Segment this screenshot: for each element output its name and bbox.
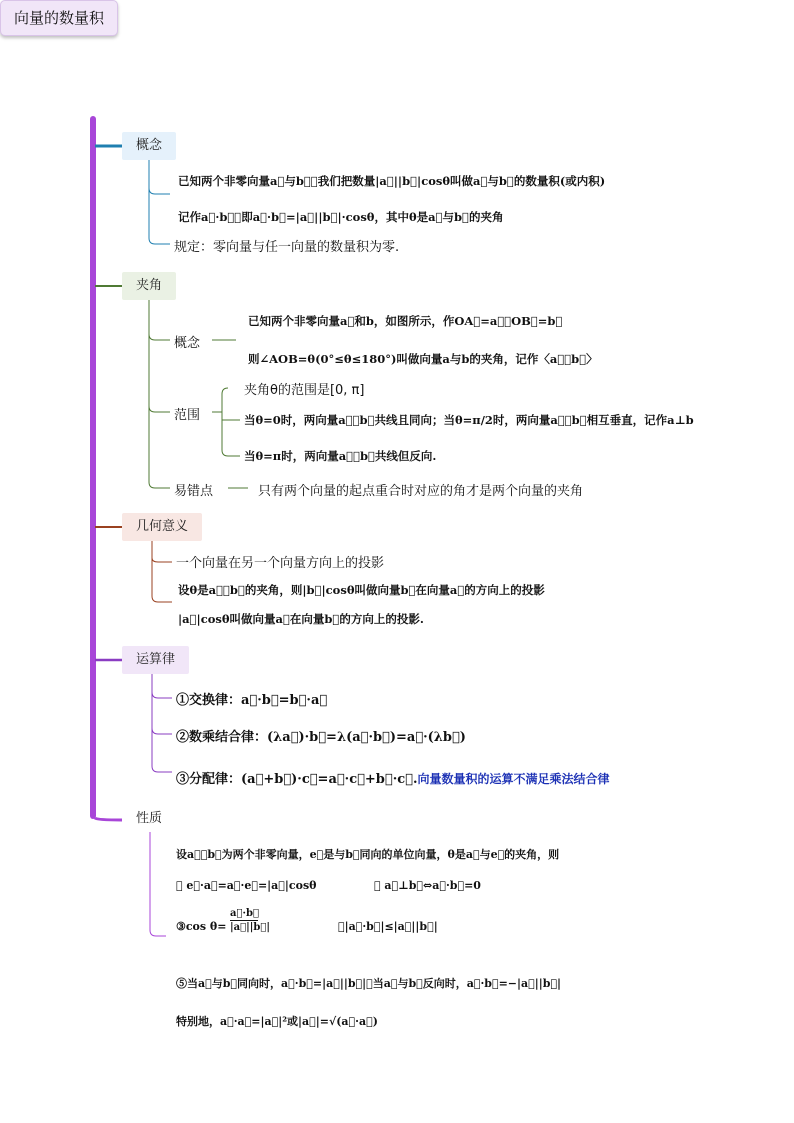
distributive-note: 向量数量积的运算不满足乘法结合律: [417, 772, 610, 786]
jihe-projection-a: |a⃗|cosθ叫做向量a⃗在向量b⃗的方向上的投影.: [178, 612, 424, 626]
topic-jiajiao[interactable]: 夹角: [122, 272, 176, 300]
topic-gainian[interactable]: 概念: [122, 132, 176, 160]
fanwei-cases-1: 当θ=0时，两向量a⃗，b⃗共线且同向；当θ=π/2时，两向量a⃗，b⃗相互垂直，记作a⊥b: [244, 413, 694, 427]
yicuodian-text: 只有两个向量的起点重合时对应的角才是两个向量的夹角: [258, 484, 584, 499]
topic-jihe[interactable]: 几何意义: [122, 513, 202, 541]
xingzhi-property-2: ② a⃗⊥b⃗⇔a⃗·b⃗=0: [374, 879, 481, 892]
topic-yunsuan[interactable]: 运算律: [122, 646, 189, 674]
jiajiao-def-line2: 则∠AOB=θ(0°≤θ≤180°)叫做向量a与b的夹角，记作〈a⃗，b⃗〉: [248, 352, 598, 366]
main-spine: [90, 116, 96, 819]
jiajiao-sub-yicuodian[interactable]: 易错点: [174, 484, 214, 499]
root-node[interactable]: 向量的数量积: [0, 0, 118, 36]
yunsuan-commutative: ①交换律：a⃗·b⃗=b⃗·a⃗: [176, 693, 328, 708]
gainian-rule: 规定：零向量与任一向量的数量积为零.: [174, 240, 400, 255]
xingzhi-property-6: 特别地，a⃗·a⃗=|a⃗|²或|a⃗|=√(a⃗·a⃗): [176, 1015, 378, 1028]
jiajiao-sub-gainian[interactable]: 概念: [174, 336, 201, 351]
gainian-definition: 已知两个非零向量a⃗与b⃗，我们把数量|a⃗||b⃗|cosθ叫做a⃗与b⃗的数量积(或内积): [178, 174, 606, 188]
fanwei-cases-2: 当θ=π时，两向量a⃗，b⃗共线但反向.: [244, 449, 437, 463]
xingzhi-property-4: ④|a⃗·b⃗|≤|a⃗||b⃗|: [338, 920, 438, 933]
jihe-projection: 一个向量在另一个向量方向上的投影: [176, 556, 385, 571]
fraction-denominator: |a⃗||b⃗|: [230, 922, 271, 933]
topic-xingzhi[interactable]: 性质: [136, 811, 163, 826]
yunsuan-distributive: [176, 768, 609, 787]
jiajiao-sub-fanwei[interactable]: 范围: [174, 408, 201, 423]
fraction-bar: [230, 920, 258, 921]
fraction-numerator: a⃗·b⃗: [230, 908, 259, 919]
branch-xingzhi: [95, 818, 122, 820]
fanwei-range: 夹角θ的范围是[0, π]: [244, 383, 365, 398]
xingzhi-property-1: ① e⃗·a⃗=a⃗·e⃗=|a⃗|cosθ: [176, 879, 317, 892]
xingzhi-property-3-label: ③cos θ=: [176, 920, 227, 933]
distributive-formula: ③分配律：(a⃗+b⃗)·c⃗=a⃗·c⃗+b⃗·c⃗.: [176, 772, 418, 787]
gainian-notation: 记作a⃗·b⃗，即a⃗·b⃗=|a⃗||b⃗|·cosθ，其中θ是a⃗与b⃗的夹角: [178, 210, 504, 224]
xingzhi-property-3-fraction: [230, 908, 271, 933]
jiajiao-def-line1: 已知两个非零向量a⃗和b，如图所示，作OA⃗=a⃗，OB⃗=b⃗: [248, 314, 563, 328]
jihe-projection-b: 设θ是a⃗，b⃗的夹角，则|b⃗|cosθ叫做向量b⃗在向量a⃗的方向上的投影: [178, 583, 545, 597]
xingzhi-property-5: ⑤当a⃗与b⃗同向时，a⃗·b⃗=|a⃗||b⃗|；当a⃗与b⃗反向时，a⃗·b⃗=−|a⃗||b⃗|: [176, 977, 562, 990]
yunsuan-scalar-assoc: ②数乘结合律：(λa⃗)·b⃗=λ(a⃗·b⃗)=a⃗·(λb⃗): [176, 730, 466, 745]
xingzhi-intro: 设a⃗，b⃗为两个非零向量，e⃗是与b⃗同向的单位向量，θ是a⃗与e⃗的夹角，则: [176, 848, 560, 861]
